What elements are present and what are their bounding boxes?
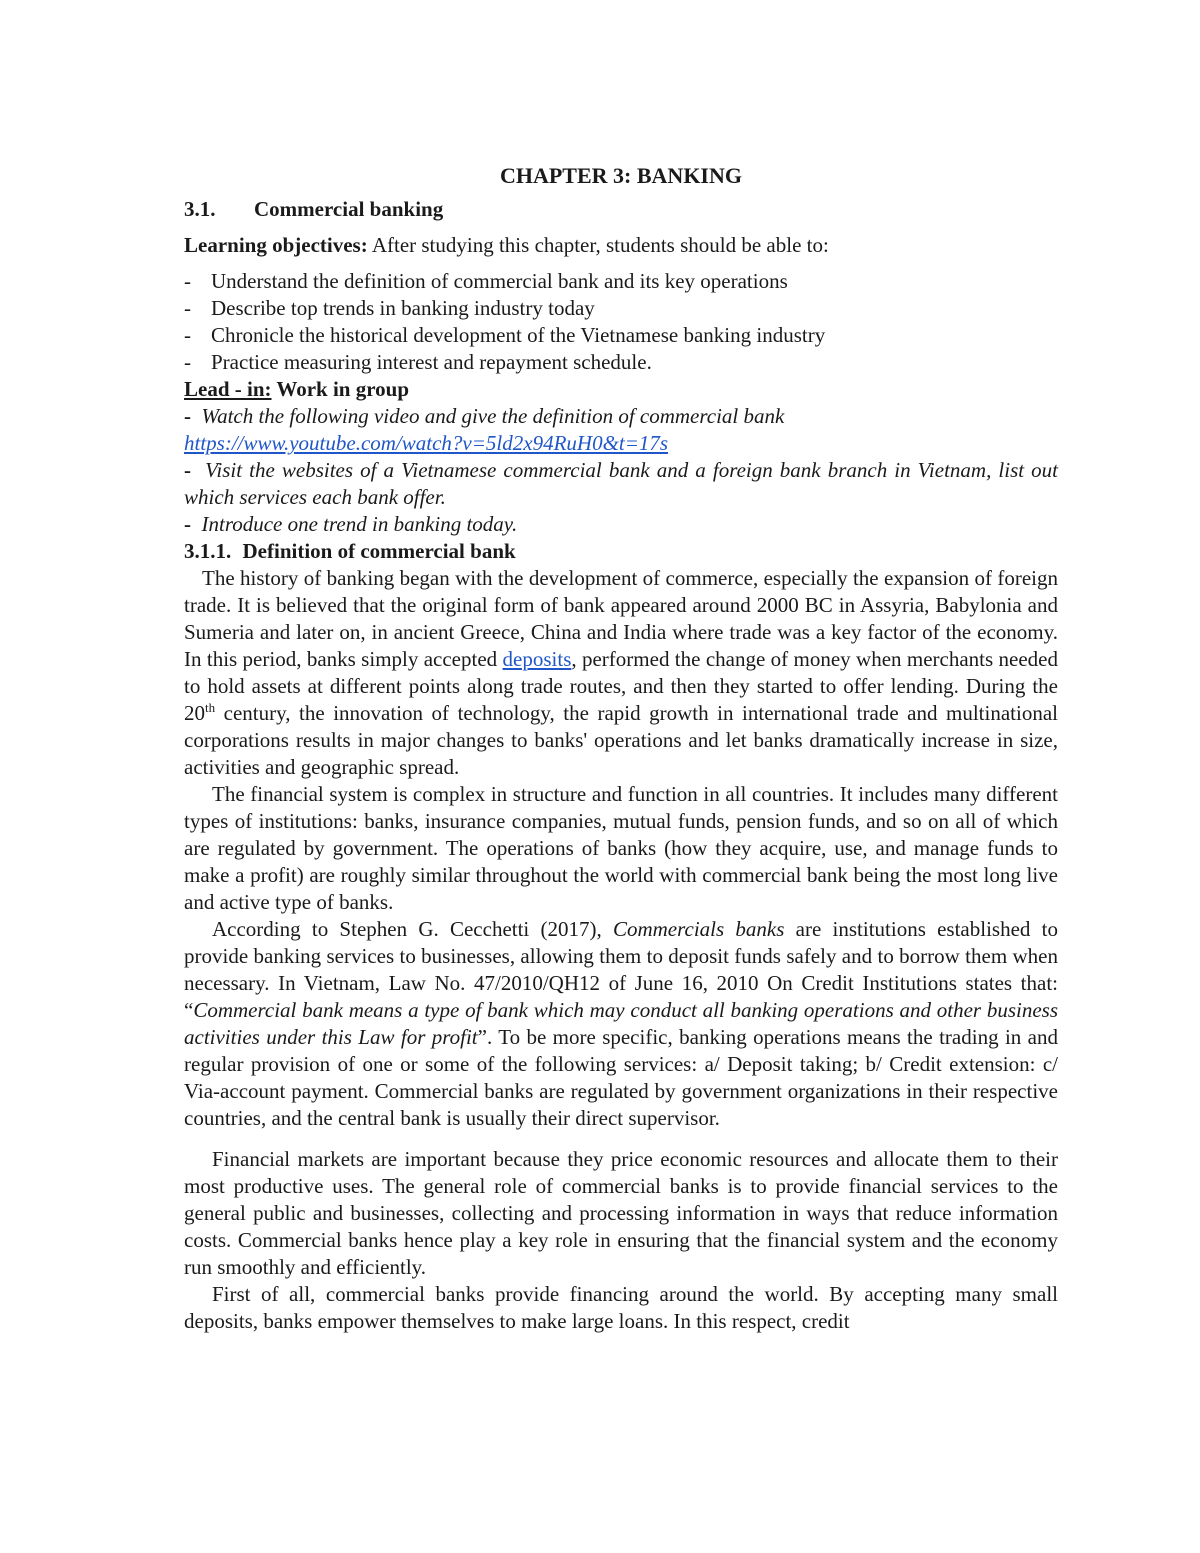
paragraph-financial-system: The financial system is complex in structure and function in all countries. It includes many different types of institutions: banks, insurance companies, mutual funds, pension funds, and so on all of which are regulated by government. The operations of banks (how they acquire, use, and manage funds to make a profit) are roughly similar throughout the world with commercial bank being the most long live and active type of banks. <box>184 782 1058 914</box>
list-item: - Describe top trends in banking industry today <box>184 296 595 320</box>
learning-objectives <box>184 230 1058 260</box>
paragraph-definition: According to Stephen G. Cecchetti (2017), Commercials banks are institutions established to provide banking services to businesses, allowing them to deposit funds safely and to borrow them when necessary. In Vietnam, Law No. 47/2010/QH12 of June 16, 2010 On Credit Institutions states that: “Commercial bank means a type of bank which may conduct all banking operations and other business activities under this Law for profit”. To be more specific, banking operations means the trading in and regular provision of one or some of the following services: a/ Deposit taking; b/ Credit extension: c/ Via-account payment. Commercial banks are regulated by government organizations in their respective countries, and the central bank is usually their direct supervisor. <box>184 917 1058 1130</box>
document-content <box>184 152 1058 1335</box>
section-heading <box>184 194 1058 224</box>
lead-in-task-1: - Watch the following video and give the definition of commercial bank <box>184 404 785 428</box>
list-item: - Understand the definition of commercial bank and its key operations <box>184 269 788 293</box>
paragraph-history: The history of banking began with the development of commerce, especially the expansion of foreign trade. It is believed that the original form of bank appeared around 2000 BC in Assyria, Babylonia and Sumeria and later on, in ancient Greece, China and India where trade was a key factor of the economy. In this period, banks simply accepted deposits, performed the change of money when merchants needed to hold assets at different points along trade routes, and then they started to offer lending. During the 20th century, the innovation of technology, the rapid growth in international trade and multinational corporations results in major changes to banks' operations and let banks dramatically increase in size, activities and geographic spread. <box>184 566 1059 779</box>
objectives-label: Learning objectives: <box>184 233 368 257</box>
list-item: - Practice measuring interest and repayment schedule. <box>184 350 652 374</box>
objectives-text: After studying this chapter, students should be able to: <box>367 233 829 257</box>
paragraph-financing: First of all, commercial banks provide financing around the world. By accepting many small deposits, banks empower themselves to make large loans. In this respect, credit <box>184 1282 1058 1333</box>
video-link[interactable]: https://www.youtube.com/watch?v=5ld2x94RuH0&t=17s <box>184 431 669 455</box>
deposits-link[interactable]: deposits <box>502 647 572 671</box>
lead-in-task-2: - Visit the websites of a Vietnamese commercial bank and a foreign bank branch in Vietnam, list out which services each bank offer. <box>184 458 1058 509</box>
video-link-line <box>184 430 1058 457</box>
lead-in-label: Lead - in: <box>184 377 272 401</box>
section-title: Commercial banking <box>254 197 444 221</box>
subsection-title: Definition of commercial bank <box>242 539 516 563</box>
lead-in-title: Work in group <box>271 377 410 401</box>
lead-in-task-3: - Introduce one trend in banking today. <box>184 512 518 536</box>
chapter-title: CHAPTER 3: BANKING <box>499 163 742 188</box>
subsection-number: 3.1.1. <box>184 539 232 563</box>
subsection-heading <box>184 538 1058 565</box>
lead-in-heading <box>184 376 1058 403</box>
section-number: 3.1. <box>184 197 216 221</box>
paragraph-role: Financial markets are important because they price economic resources and allocate them to their most productive uses. The general role of commercial banks is to provide financial services to the general public and businesses, collecting and processing information in ways that reduce information costs. Commercial banks hence play a key role in ensuring that the financial system and the economy run smoothly and efficiently. <box>184 1147 1058 1279</box>
list-item: - Chronicle the historical development of the Vietnamese banking industry <box>184 323 826 347</box>
objectives-list <box>184 268 1058 376</box>
